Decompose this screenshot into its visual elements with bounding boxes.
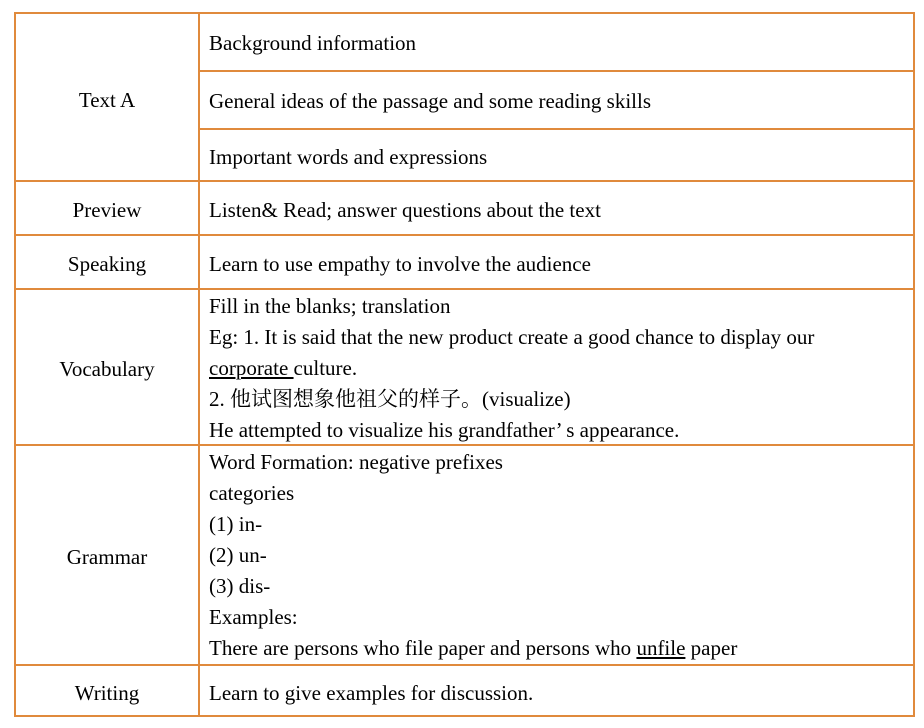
- vocabulary-line: He attempted to visualize his grandfather’ s appearance.: [209, 418, 680, 442]
- row-label-text-a: Text A: [78, 88, 136, 112]
- grammar-line: Examples:: [209, 605, 298, 629]
- text-a-item-words: Important words and expressions: [209, 145, 488, 169]
- row-label-grammar: Grammar: [66, 545, 148, 569]
- preview-content: Listen& Read; answer questions about the text: [209, 198, 601, 222]
- vocabulary-line: [209, 353, 907, 384]
- grammar-line: (2) un-: [209, 543, 267, 567]
- row-divider: [16, 180, 913, 182]
- row-divider: [16, 288, 913, 290]
- row-divider: [198, 70, 913, 72]
- vocabulary-line: Eg: 1. It is said that the new product create a good chance to display our: [209, 325, 815, 349]
- text-a-item-general-ideas: General ideas of the passage and some reading skills: [209, 89, 652, 113]
- grammar-line: Word Formation: negative prefixes: [209, 450, 503, 474]
- vocabulary-line: 2. 他试图想象他祖父的样子。(visualize): [209, 387, 571, 411]
- vocabulary-content: [209, 291, 907, 446]
- vocabulary-line: Fill in the blanks; translation: [209, 294, 451, 318]
- speaking-content: Learn to use empathy to involve the audience: [209, 252, 591, 276]
- underlined-word: corporate: [209, 356, 294, 380]
- lesson-plan-table: [14, 12, 915, 717]
- text-a-item-background: Background information: [209, 31, 417, 55]
- row-label-preview: Preview: [72, 198, 142, 222]
- grammar-line: (1) in-: [209, 512, 263, 536]
- row-label-writing: Writing: [74, 681, 140, 705]
- row-divider: [16, 444, 913, 446]
- row-divider: [16, 664, 913, 666]
- grammar-line: categories: [209, 481, 295, 505]
- grammar-content: [209, 447, 907, 664]
- column-divider: [198, 14, 200, 715]
- grammar-line: [209, 633, 907, 664]
- row-label-speaking: Speaking: [67, 252, 147, 276]
- grammar-line: (3) dis-: [209, 574, 271, 598]
- row-divider: [198, 128, 913, 130]
- grammar-line-post: paper: [685, 636, 738, 660]
- row-divider: [16, 234, 913, 236]
- underlined-word: unfile: [636, 636, 686, 660]
- grammar-line-pre: There are persons who file paper and persons who: [209, 636, 637, 660]
- row-label-vocabulary: Vocabulary: [59, 357, 155, 381]
- writing-content: Learn to give examples for discussion.: [209, 681, 534, 705]
- vocabulary-line-rest: culture.: [293, 356, 358, 380]
